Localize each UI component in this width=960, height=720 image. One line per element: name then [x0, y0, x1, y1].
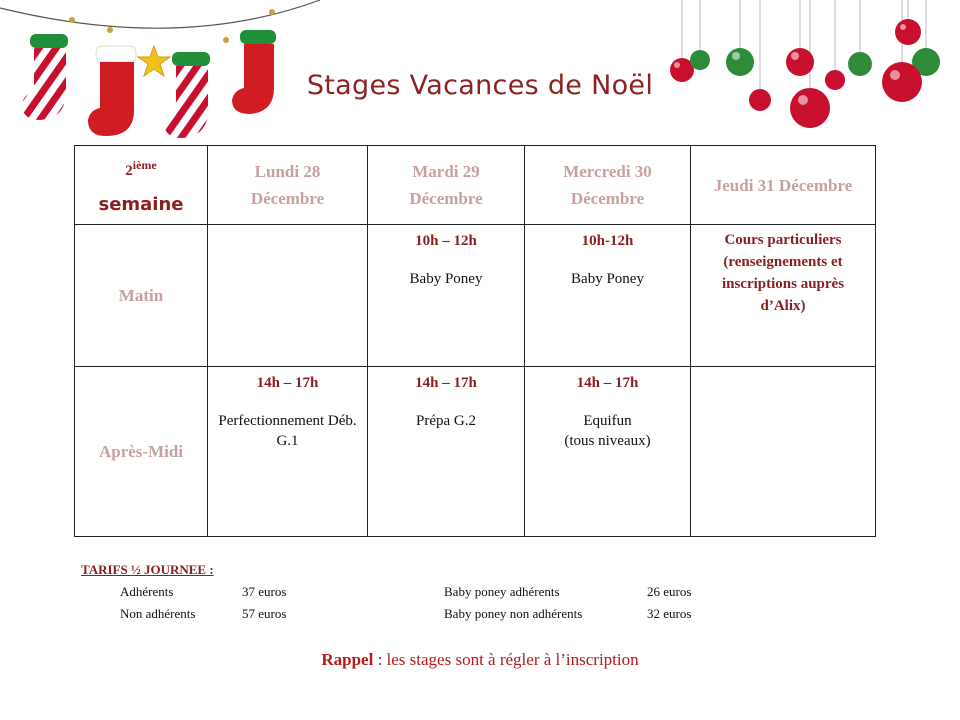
tarifs-title: TARIFS ½ JOURNEE :	[81, 562, 214, 577]
day-header-thursday: Jeudi 31 Décembre	[691, 146, 876, 225]
day-header-monday: Lundi 28 Décembre	[208, 146, 368, 225]
session-time: 10h – 12h	[415, 233, 477, 249]
payment-reminder	[0, 650, 960, 670]
session-time: 14h – 17h	[415, 375, 477, 391]
morning-row	[75, 225, 876, 367]
cell-matin-monday	[208, 225, 368, 367]
session-activity: Perfectionnement Déb. G.1	[218, 413, 357, 449]
tarif-price: 57 euros	[242, 606, 287, 621]
tarif-label: Non adhérents	[120, 606, 196, 621]
week-number: 2ième	[125, 158, 157, 179]
tarif-label: Baby poney non adhérents	[444, 606, 583, 621]
cell-matin-thursday	[691, 225, 876, 367]
session-activity: Prépa G.2	[416, 413, 476, 429]
cell-apresmidi-monday	[208, 367, 368, 537]
tarif-price: 32 euros	[647, 606, 692, 621]
day-header-wednesday: Mercredi 30 Décembre	[525, 146, 691, 225]
christmas-stockings-icon	[0, 0, 330, 145]
cell-apresmidi-wednesday	[525, 367, 691, 537]
cell-matin-tuesday	[368, 225, 525, 367]
reminder-label: Rappel	[321, 650, 374, 669]
christmas-baubles-icon	[660, 0, 960, 140]
row-label-apres-midi: Après-Midi	[75, 367, 208, 537]
cell-apresmidi-thursday	[691, 367, 876, 537]
tarif-label: Baby poney adhérents	[444, 584, 560, 599]
session-time: 14h – 17h	[256, 375, 319, 391]
header-row	[75, 146, 876, 225]
session-time: 14h – 17h	[576, 375, 639, 391]
tarif-price: 37 euros	[242, 584, 287, 599]
day-header-tuesday: Mardi 29 Décembre	[368, 146, 525, 225]
week-corner-cell	[75, 146, 208, 225]
reminder-text: : les stages sont à régler à l’inscription	[373, 650, 639, 669]
page-title: Stages Vacances de Noël	[306, 70, 654, 101]
cell-matin-wednesday	[525, 225, 691, 367]
afternoon-row	[75, 367, 876, 537]
session-activity: Baby Poney	[409, 271, 483, 287]
cell-apresmidi-tuesday	[368, 367, 525, 537]
session-activity: Equifun (tous niveaux)	[564, 413, 651, 449]
schedule-table	[74, 145, 876, 537]
session-activity: Baby Poney	[571, 271, 644, 287]
tarif-label: Adhérents	[120, 584, 174, 599]
row-label-matin: Matin	[75, 225, 208, 367]
session-time: 10h-12h	[581, 233, 634, 249]
tarif-price: 26 euros	[647, 584, 692, 599]
private-lessons-note: Cours particuliers (renseignements et inscriptions auprès d’Alix)	[721, 232, 845, 314]
week-label: semaine	[98, 194, 184, 215]
